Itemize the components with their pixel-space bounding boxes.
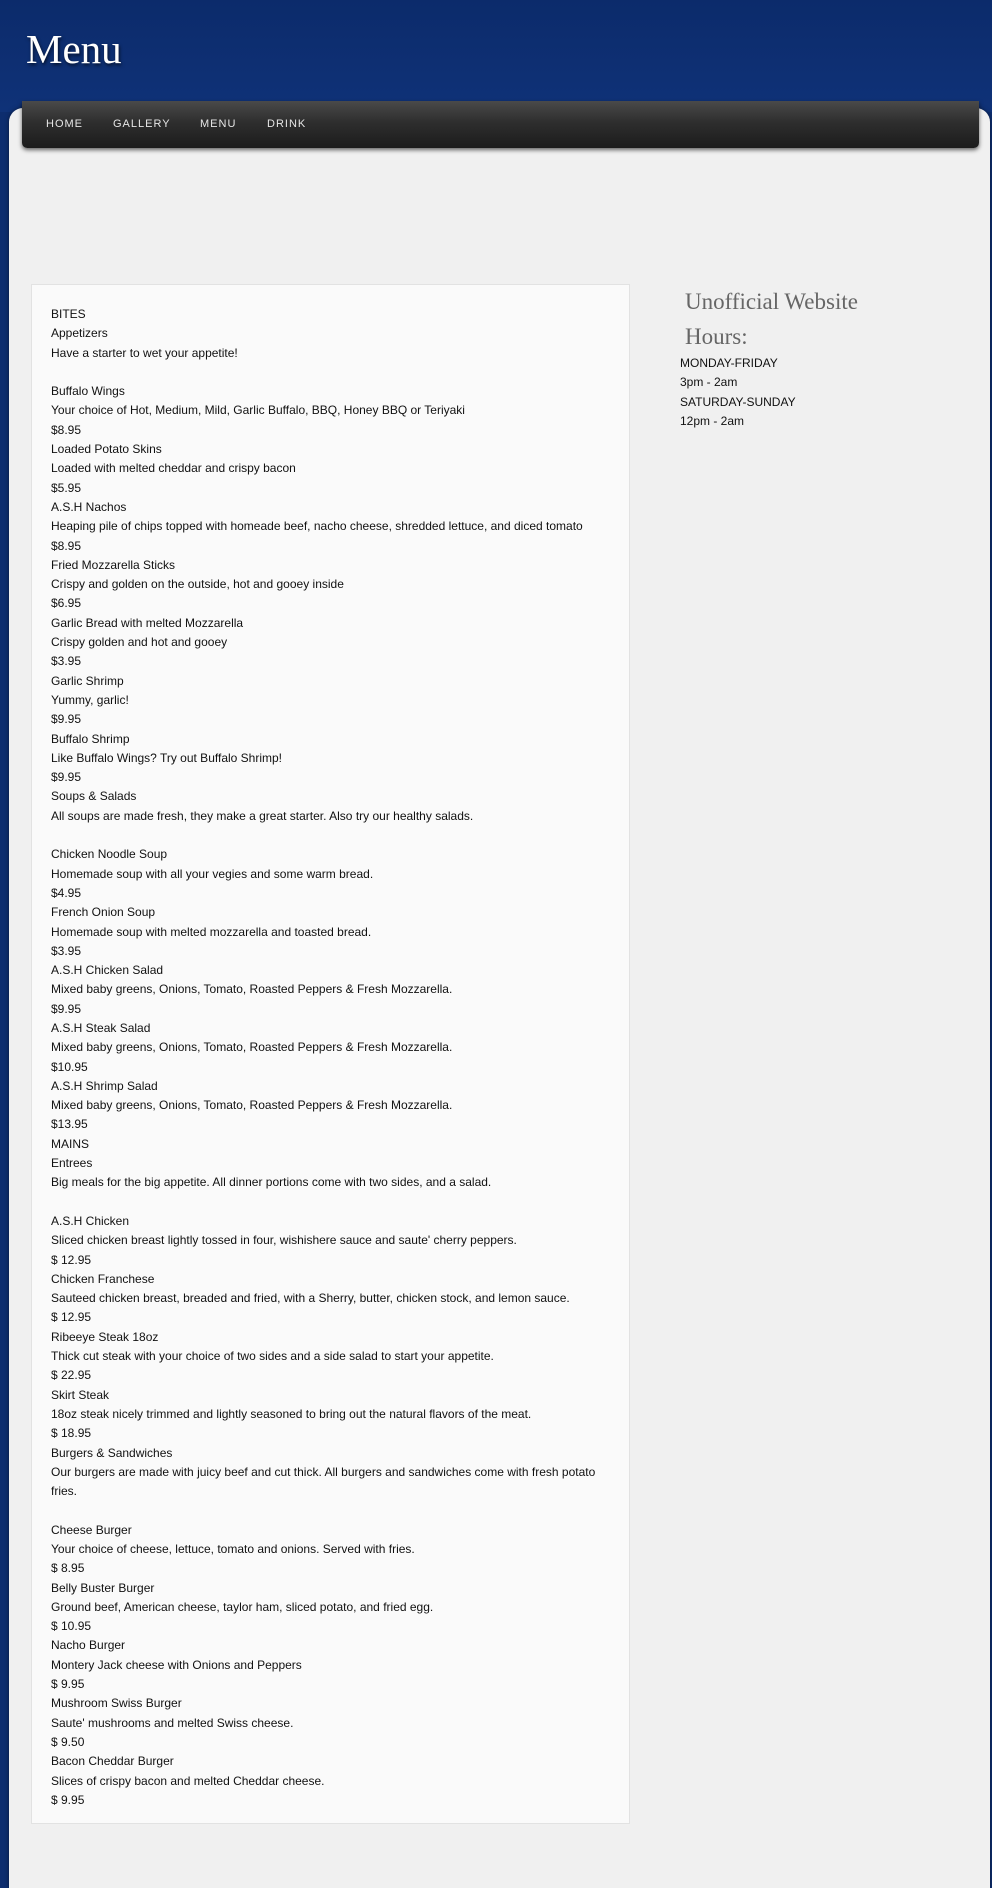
menu-line: Entrees: [51, 1156, 93, 1171]
sidebar-website-heading: Unofficial Website: [685, 289, 858, 314]
menu-line: $ 12.95: [51, 1310, 92, 1325]
menu-line: Crispy and golden on the outside, hot and gooey inside: [51, 577, 344, 592]
menu-line: Slices of crispy bacon and melted Cheddar cheese.: [51, 1773, 325, 1788]
menu-line: $3.95: [51, 943, 82, 958]
site-header: [0, 0, 992, 112]
menu-line: Garlic Shrimp: [51, 673, 124, 688]
menu-line: Appetizers: [51, 326, 108, 341]
menu-line: Cheese Burger: [51, 1522, 132, 1537]
menu-line: $ 18.95: [51, 1426, 92, 1441]
menu-line: Saute' mushrooms and melted Swiss cheese.: [51, 1715, 294, 1730]
menu-line: Your choice of cheese, lettuce, tomato and onions. Served with fries.: [51, 1542, 415, 1556]
menu-line: All soups are made fresh, they make a great starter. Also try our healthy salads.: [51, 808, 474, 823]
menu-line: $10.95: [51, 1059, 88, 1074]
menu-line: $8.95: [51, 422, 82, 437]
menu-content-panel: [31, 284, 630, 1824]
menu-line: A.S.H Shrimp Salad: [51, 1078, 158, 1093]
menu-line: Ground beef, American cheese, taylor ham, sliced potato, and fried egg.: [51, 1599, 434, 1614]
menu-line: $ 9.50: [51, 1734, 85, 1749]
menu-line: Big meals for the big appetite. All dinner portions come with two sides, and a salad.: [51, 1175, 492, 1190]
menu-line: Our burgers are made with juicy beef and cut thick. All burgers and sandwiches come with fresh potato fries.: [51, 1464, 596, 1499]
main-navigation: [22, 101, 979, 148]
menu-line: Nacho Burger: [51, 1638, 126, 1653]
menu-line: $ 8.95: [51, 1561, 85, 1576]
menu-line: $4.95: [51, 885, 82, 900]
menu-line: $ 12.95: [51, 1252, 92, 1267]
menu-line: $5.95: [51, 480, 82, 495]
menu-line: MAINS: [51, 1136, 90, 1151]
menu-line: Homemade soup with all your vegies and some warm bread.: [51, 866, 374, 881]
menu-line: Mixed baby greens, Onions, Tomato, Roasted Peppers & Fresh Mozzarella.: [51, 1098, 453, 1113]
menu-line: Buffalo Shrimp: [51, 731, 130, 746]
menu-line: Sliced chicken breast lightly tossed in four, wishishere sauce and saute' cherry peppers.: [51, 1233, 517, 1248]
nav-menu-link[interactable]: MENU: [200, 118, 237, 130]
menu-line: $6.95: [51, 596, 82, 611]
menu-line: $9.95: [51, 770, 82, 785]
menu-line: French Onion Soup: [51, 905, 156, 920]
menu-line: Loaded with melted cheddar and crispy bacon: [51, 461, 296, 476]
menu-line: $13.95: [51, 1117, 88, 1132]
menu-line: $8.95: [51, 538, 82, 553]
menu-line: Homemade soup with melted mozzarella and toasted bread.: [51, 924, 372, 939]
menu-spacer: [51, 1193, 616, 1212]
menu-line: $ 22.95: [51, 1368, 92, 1383]
menu-line: Ribeeye Steak 18oz: [51, 1329, 159, 1344]
menu-line: $ 9.95: [51, 1677, 85, 1692]
menu-line: A.S.H Chicken: [51, 1213, 130, 1228]
menu-line: Bacon Cheddar Burger: [51, 1754, 174, 1769]
menu-line: $3.95: [51, 654, 82, 669]
menu-line: A.S.H Nachos: [51, 499, 127, 514]
menu-line: Mushroom Swiss Burger: [51, 1696, 182, 1711]
menu-line: Fried Mozzarella Sticks: [51, 557, 176, 572]
menu-line: 18oz steak nicely trimmed and lightly seasoned to bring out the natural flavors of the meat.: [51, 1406, 532, 1421]
menu-list: [51, 305, 616, 1810]
nav-drink-link[interactable]: DRINK: [267, 118, 307, 130]
menu-line: Buffalo Wings: [51, 384, 125, 399]
menu-line: Mixed baby greens, Onions, Tomato, Roasted Peppers & Fresh Mozzarella.: [51, 982, 453, 997]
hours-weekend-time: 12pm - 2am: [680, 413, 745, 428]
hours-weekday-label: MONDAY-FRIDAY: [680, 356, 778, 370]
menu-line: Have a starter to wet your appetite!: [51, 345, 238, 360]
menu-line: BITES: [51, 307, 86, 321]
menu-line: Chicken Noodle Soup: [51, 847, 168, 862]
menu-line: Sauteed chicken breast, breaded and fried, with a Sherry, butter, chicken stock, and lemon sauce.: [51, 1291, 570, 1306]
menu-line: $9.95: [51, 712, 82, 727]
menu-line: $9.95: [51, 1001, 82, 1016]
menu-line: Soups & Salads: [51, 789, 137, 804]
menu-line: Chicken Franchese: [51, 1271, 155, 1286]
menu-line: $ 9.95: [51, 1792, 85, 1807]
sidebar-hours-heading: Hours:: [685, 324, 748, 349]
menu-spacer: [51, 363, 616, 382]
nav-gallery-link[interactable]: GALLERY: [113, 118, 171, 130]
menu-line: Mixed baby greens, Onions, Tomato, Roasted Peppers & Fresh Mozzarella.: [51, 1040, 453, 1055]
menu-line: Skirt Steak: [51, 1387, 110, 1402]
menu-line: Garlic Bread with melted Mozzarella: [51, 615, 244, 630]
menu-line: Your choice of Hot, Medium, Mild, Garlic Buffalo, BBQ, Honey BBQ or Teriyaki: [51, 403, 465, 418]
menu-spacer: [51, 1501, 616, 1520]
menu-line: Loaded Potato Skins: [51, 442, 162, 457]
menu-line: Like Buffalo Wings? Try out Buffalo Shrimp!: [51, 750, 283, 765]
menu-line: Belly Buster Burger: [51, 1580, 155, 1595]
menu-line: $ 10.95: [51, 1619, 92, 1634]
sidebar: [680, 284, 960, 431]
menu-line: Heaping pile of chips topped with homeade beef, nacho cheese, shredded lettuce, and diced tomato: [51, 519, 583, 534]
menu-line: A.S.H Steak Salad: [51, 1020, 151, 1035]
menu-line: Montery Jack cheese with Onions and Peppers: [51, 1657, 302, 1672]
hours-weekday-time: 3pm - 2am: [680, 375, 738, 390]
nav-home-link[interactable]: HOME: [46, 118, 83, 130]
menu-line: Yummy, garlic!: [51, 692, 129, 707]
menu-line: Crispy golden and hot and gooey: [51, 635, 228, 650]
hours-weekend-label: SATURDAY-SUNDAY: [680, 394, 796, 409]
site-title: Menu: [26, 26, 122, 72]
menu-spacer: [51, 826, 616, 845]
menu-line: Burgers & Sandwiches: [51, 1445, 173, 1460]
menu-line: Thick cut steak with your choice of two sides and a side salad to start your appetite.: [51, 1349, 494, 1364]
menu-line: A.S.H Chicken Salad: [51, 963, 164, 978]
